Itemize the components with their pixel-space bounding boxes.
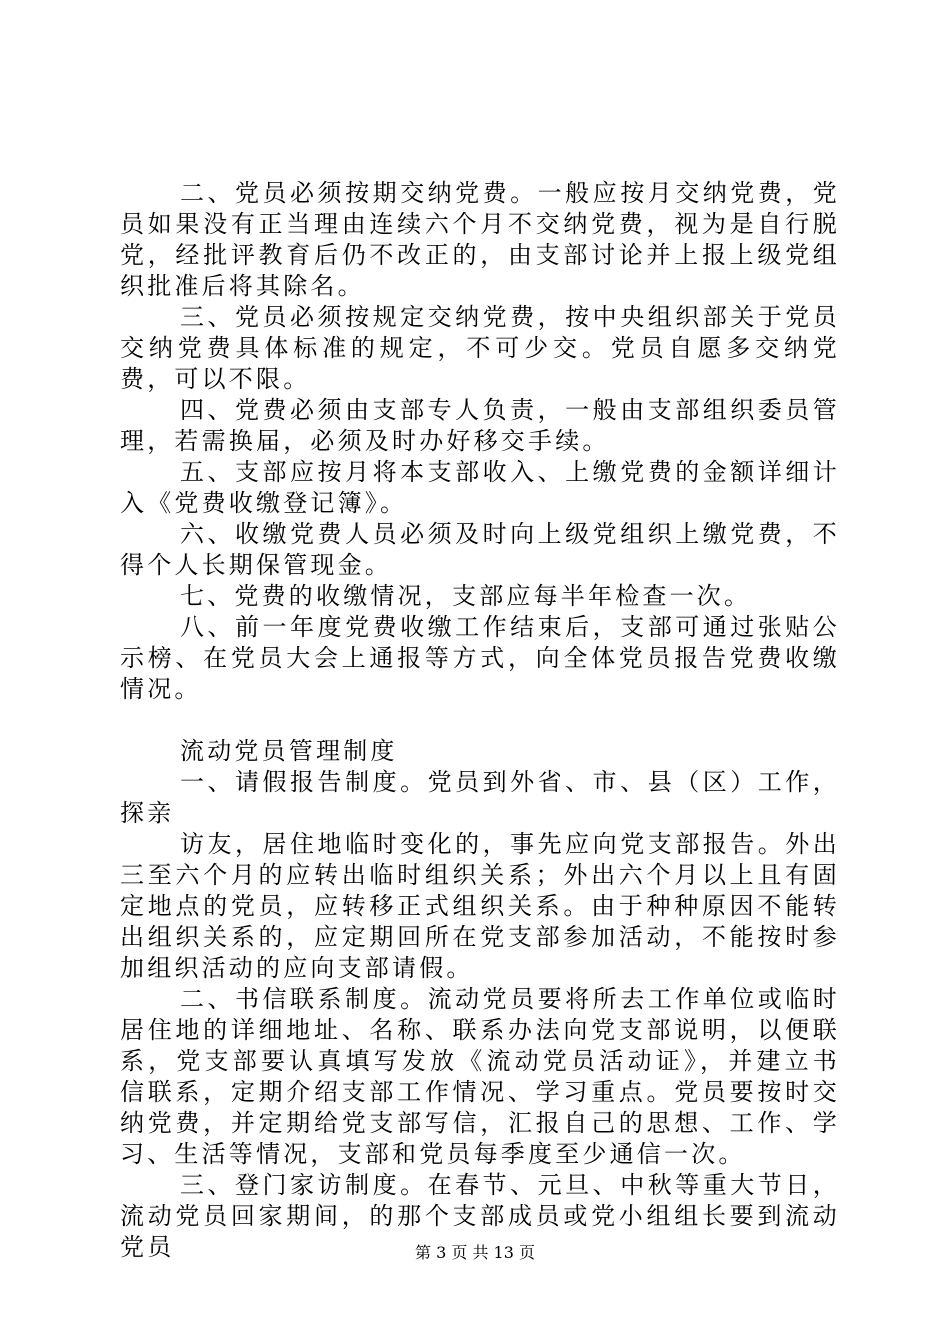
paragraph-mobile-rule-1-start: 一、请假报告制度。党员到外省、市、县（区）工作，探亲 xyxy=(120,768,840,827)
paragraph-fee-rule-2: 二、党员必须按期交纳党费。一般应按月交纳党费，党员如果没有正当理由连续六个月不交纳党费，视为是自行脱党，经批评教育后仍不改正的，由支部讨论并上报上级党组织批准后将其除名。 xyxy=(120,179,840,300)
section-spacer xyxy=(120,705,840,736)
paragraph-mobile-rule-1-cont: 访友，居住地临时变化的，事先应向党支部报告。外出三至六个月的应转出临时组织关系；外出六个月以上且有固定地点的党员，应转移正式组织关系。由于种种原因不能转出组织关系的，应定期回所在党支部参加活动，不能按时参加组织活动的应向支部请假。 xyxy=(120,830,840,982)
paragraph-mobile-rule-3: 三、登门家访制度。在春节、元旦、中秋等重大节日，流动党员回家期间，的那个支部成员或党小组组长要到流动党员 xyxy=(120,1171,840,1261)
paragraph-fee-rule-6: 六、收缴党费人员必须及时向上级党组织上缴党费，不得个人长期保管现金。 xyxy=(120,520,840,579)
paragraph-mobile-rule-2: 二、书信联系制度。流动党员要将所去工作单位或临时居住地的详细地址、名称、联系办法向党支部说明，以便联系，党支部要认真填写发放《流动党员活动证》，并建立书信联系，定期介绍支部工作情况、学习重点。党员要按时交纳党费，并定期给党支部写信，汇报自己的思想、工作、学习、生活等情况，支部和党员每季度至少通信一次。 xyxy=(120,985,840,1168)
document-body xyxy=(120,178,840,1263)
paragraph-fee-rule-3: 三、党员必须按规定交纳党费，按中央组织部关于党员交纳党费具体标准的规定，不可少交。党员自愿多交纳党费，可以不限。 xyxy=(120,303,840,393)
section-title: 流动党员管理制度 xyxy=(180,737,398,765)
paragraph-fee-rule-7: 七、党费的收缴情况，支部应每半年检查一次。 xyxy=(180,582,752,610)
paragraph-fee-rule-8: 八、前一年度党费收缴工作结束后，支部可通过张贴公示榜、在党员大会上通报等方式，向全体党员报告党费收缴情况。 xyxy=(120,613,840,703)
paragraph-fee-rule-4: 四、党费必须由支部专人负责，一般由支部组织委员管理，若需换届，必须及时办好移交手续。 xyxy=(120,396,840,455)
page-number-footer: 第 3 页 共 13 页 xyxy=(415,1243,535,1262)
paragraph-fee-rule-5: 五、支部应按月将本支部收入、上缴党费的金额详细计入《党费收缴登记簿》。 xyxy=(120,458,840,517)
